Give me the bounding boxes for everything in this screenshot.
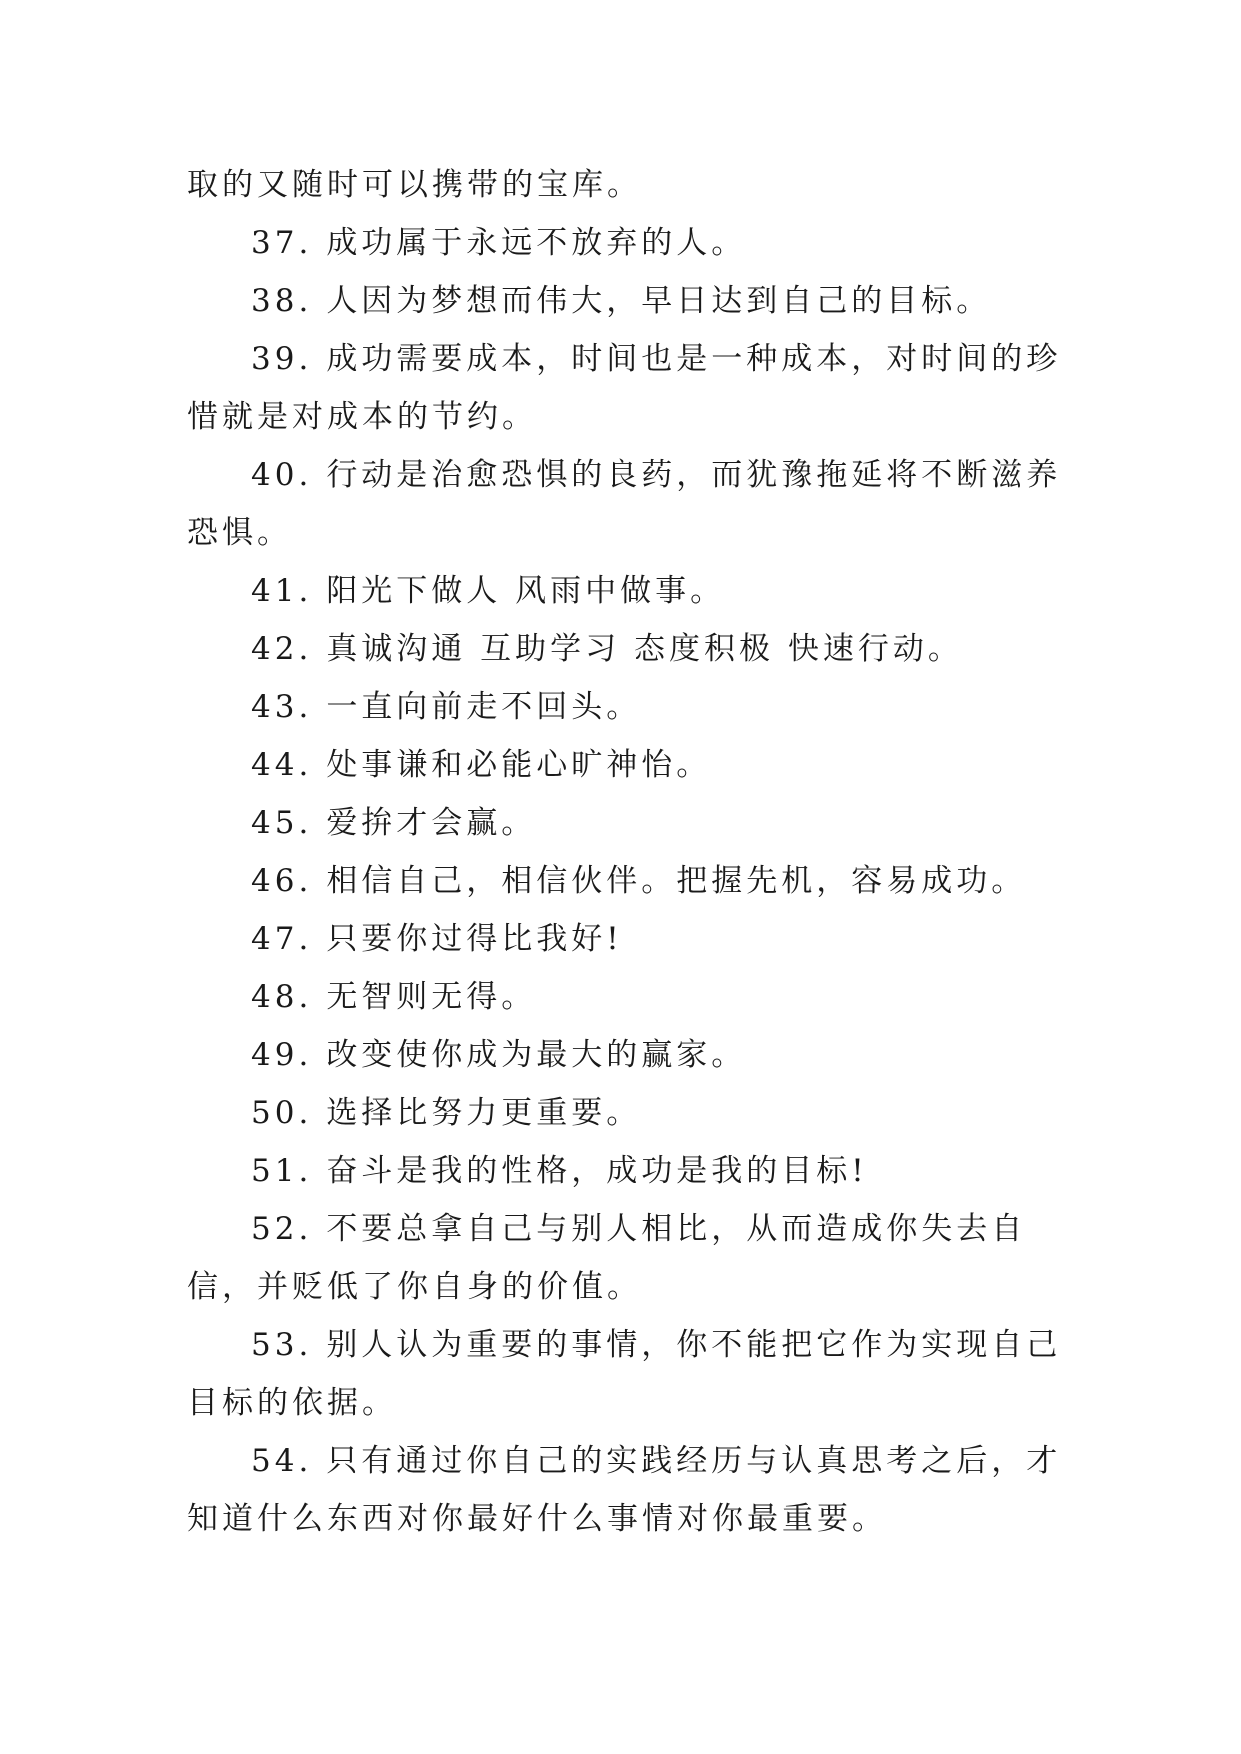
- item-number: 52.: [251, 1211, 313, 1247]
- list-item: [187, 1084, 1067, 1142]
- item-text: 无智则无得。: [326, 979, 537, 1015]
- item-text: 别人认为重要的事情，你不能把它作为实现自己目标的依据。: [187, 1327, 1062, 1421]
- list-item: [187, 446, 1067, 562]
- item-text: 只要你过得比我好!: [326, 921, 623, 957]
- list-item: [187, 852, 1067, 910]
- item-text: 处事谦和必能心旷神怡。: [326, 747, 712, 783]
- item-number: 42.: [251, 631, 313, 667]
- list-item: [187, 736, 1067, 794]
- list-item: [187, 910, 1067, 968]
- item-text: 不要总拿自己与别人相比，从而造成你失去自信，并贬低了你自身的价值。: [187, 1211, 1027, 1305]
- document-body: [187, 156, 1067, 1548]
- item-number: 53.: [251, 1327, 313, 1363]
- item-number: 43.: [251, 689, 313, 725]
- item-text: 选择比努力更重要。: [326, 1095, 642, 1131]
- list-item: [187, 272, 1067, 330]
- item-text: 行动是治愈恐惧的良药，而犹豫拖延将不断滋养恐惧。: [187, 457, 1062, 551]
- list-item: [187, 214, 1067, 272]
- item-text: 成功需要成本，时间也是一种成本，对时间的珍惜就是对成本的节约。: [187, 341, 1062, 435]
- list-item: [187, 620, 1067, 678]
- item-text: 人因为梦想而伟大，早日达到自己的目标。: [326, 283, 992, 319]
- list-item: [187, 1200, 1067, 1316]
- item-number: 38.: [251, 283, 313, 319]
- item-number: 49.: [251, 1037, 313, 1073]
- list-item: [187, 968, 1067, 1026]
- item-text: 爱拚才会赢。: [326, 805, 537, 841]
- item-text: 一直向前走不回头。: [326, 689, 642, 725]
- item-number: 39.: [251, 341, 313, 377]
- paragraph: [187, 156, 1067, 214]
- list-item: [187, 1316, 1067, 1432]
- item-number: 47.: [251, 921, 313, 957]
- item-number: 41.: [251, 573, 313, 609]
- item-number: 51.: [251, 1153, 313, 1189]
- list-item: [187, 678, 1067, 736]
- item-text: 只有通过你自己的实践经历与认真思考之后，才知道什么东西对你最好什么事情对你最重要。: [187, 1443, 1062, 1537]
- item-number: 45.: [251, 805, 313, 841]
- item-text: 成功属于永远不放弃的人。: [326, 225, 747, 261]
- item-number: 46.: [251, 863, 313, 899]
- item-number: 50.: [251, 1095, 313, 1131]
- item-text: 真诚沟通 互助学习 态度积极 快速行动。: [326, 631, 963, 667]
- list-item: [187, 1432, 1067, 1548]
- list-item: [187, 794, 1067, 852]
- item-number: 40.: [251, 457, 313, 493]
- item-text: 改变使你成为最大的赢家。: [326, 1037, 747, 1073]
- item-text: 奋斗是我的性格，成功是我的目标!: [326, 1153, 868, 1189]
- list-item: [187, 1026, 1067, 1084]
- paragraph-text: 取的又随时可以携带的宝库。: [187, 167, 642, 203]
- list-item: [187, 1142, 1067, 1200]
- item-text: 相信自己，相信伙伴。把握先机，容易成功。: [326, 863, 1027, 899]
- item-number: 54.: [251, 1443, 313, 1479]
- item-number: 44.: [251, 747, 313, 783]
- item-number: 37.: [251, 225, 313, 261]
- item-text: 阳光下做人 风雨中做事。: [326, 573, 726, 609]
- list-item: [187, 562, 1067, 620]
- item-number: 48.: [251, 979, 313, 1015]
- list-item: [187, 330, 1067, 446]
